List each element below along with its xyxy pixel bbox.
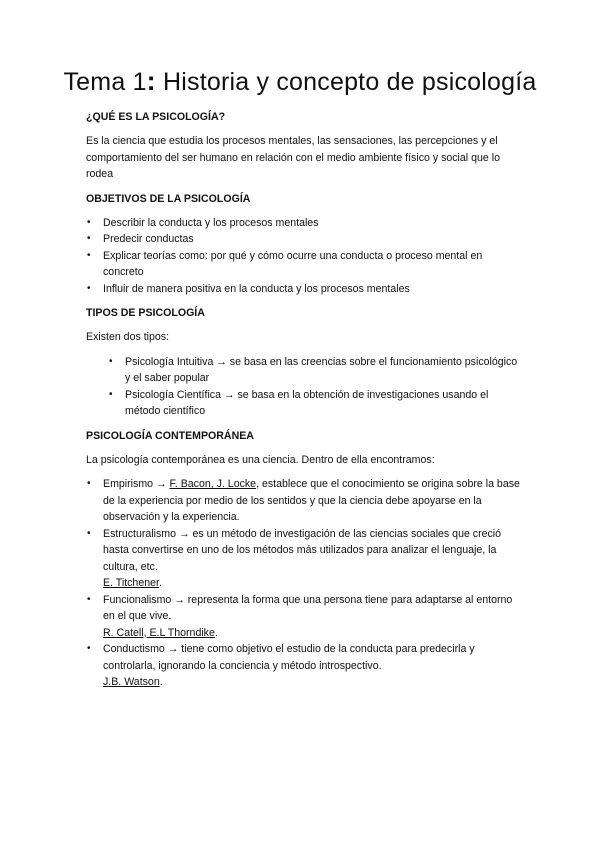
section-text-que-es: Es la ciencia que estudia los procesos mentales, las sensaciones, las percepciones y el comportamiento del ser humano en relación con el medio ambiente físico y social que lo rodea [86, 135, 500, 180]
title-rest: Historia y concepto de psicología [155, 68, 537, 96]
conductismo-text: Conductismo → tiene como objetivo el estudio de la conducta para predecirla y controlarla, ignorando la conciencia y método introspectivo. [103, 643, 475, 672]
section-intro-contemporanea: La psicología contemporánea es una ciencia. Dentro de ella encontramos: [86, 453, 435, 466]
list-item: • Describir la conducta y los procesos mentales [86, 215, 522, 232]
contemporanea-list [86, 476, 522, 691]
list-item-funcionalismo [86, 592, 522, 642]
estructuralismo-text: Estructuralismo → es un método de investigación de las ciencias sociales que creció hasta convertirse en uno de los métodos más utilizados para analizar el lenguaje, la cultura, etc. [103, 527, 502, 573]
title-colon: : [146, 66, 156, 96]
empirismo-authors: F. Bacon, J. Locke [169, 478, 257, 490]
tipos-list [86, 354, 522, 420]
list-item: • Influir de manera positiva en la conducta y los procesos mentales [86, 281, 522, 298]
funcionalismo-authors: R. Catell, E.L Thorndike [103, 626, 215, 639]
empirismo-lead: Empirismo → [103, 478, 170, 490]
list-item: • Psicología Intuitiva → se basa en las creencias sobre el funcionamiento psicológico y el saber popular [108, 354, 522, 387]
section-heading-tipos: TIPOS DE PSICOLOGÍA [86, 307, 205, 319]
section-heading-objetivos: OBJETIVOS DE LA PSICOLOGÍA [86, 192, 251, 205]
list-item-estructuralismo [86, 526, 522, 592]
estructuralismo-authors: E. Titchener [103, 577, 159, 589]
funcionalismo-text: Funcionalismo → representa la forma que una persona tiene para adaptarse al entorno en el que vive. [103, 593, 513, 622]
page-title [0, 66, 600, 97]
objetivos-list [86, 215, 522, 298]
funcionalismo-dot: . [214, 626, 218, 639]
empirismo-rest: , establece que el conocimiento se origina sobre la base de la experiencia por medio de los sentidos y que la ciencia debe apoyarse en la observación y la experiencia. [103, 478, 520, 523]
list-item-conductismo [86, 641, 522, 691]
section-intro-tipos: Existen dos tipos: [86, 331, 170, 343]
conductismo-authors: J.B. Watson [103, 676, 160, 688]
estructuralismo-dot: . [158, 577, 162, 589]
section-heading-que-es: ¿QUÉ ES LA PSICOLOGÍA? [86, 111, 226, 123]
list-item: • Psicología Científica → se basa en la obtención de investigaciones usando el método científico [108, 387, 522, 420]
conductismo-dot: . [159, 676, 163, 688]
document-content [86, 109, 522, 699]
title-prefix: Tema 1 [63, 68, 147, 96]
list-item: • Predecir conductas [86, 231, 522, 248]
list-item-empirismo [86, 476, 522, 526]
list-item: • Explicar teorías como: por qué y cómo ocurre una conducta o proceso mental en concreto [86, 248, 522, 281]
section-heading-contemporanea: PSICOLOGÍA CONTEMPORÁNEA [86, 429, 254, 442]
